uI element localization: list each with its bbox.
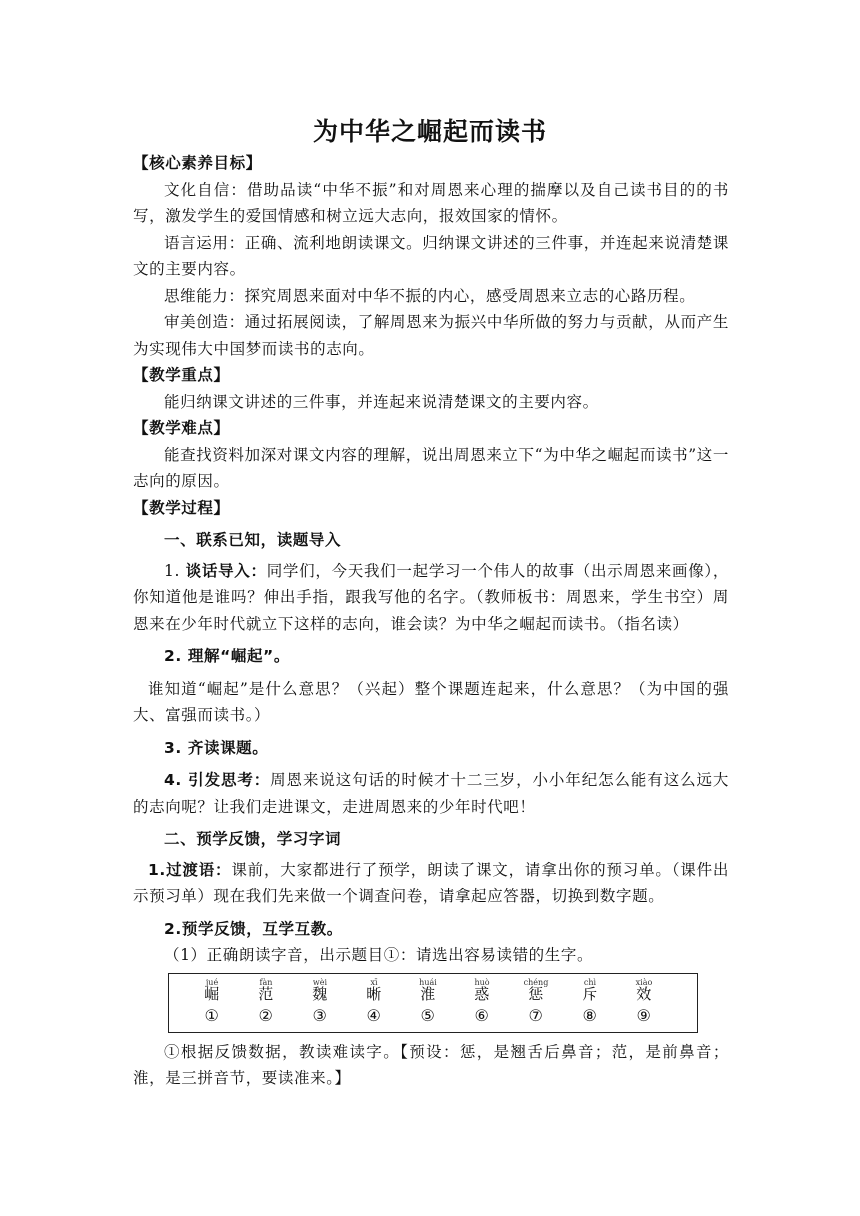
s2-step1-text: 课前，大家都进行了预学，朗读了课文，请拿出你的预习单。（课件出示预习单）现在我们先来做一个调查问卷，请拿起应答器，切换到数字题。 (133, 860, 729, 905)
pinyin-label: xī (370, 977, 378, 987)
document-body (133, 150, 729, 1092)
section1-step2-label: 2. 理解“崛起”。 (164, 647, 290, 665)
goal-thinking: 思维能力：探究周恩来面对中华不振的内心，感受周恩来立志的心路历程。 (164, 286, 696, 305)
step1-text: 同学们，今天我们一起学习一个伟人的故事（出示周恩来画像），你知道他是谁吗？伸出手指，跟我写他的名字。（教师板书：周恩来，学生书空）周恩来在少年时代就立下这样的志向，谁会读？为中华之崛起而读书。（指名读） (133, 561, 729, 633)
option-number: ① (204, 1005, 220, 1025)
section1-step3-label: 3. 齐读课题。 (164, 738, 269, 757)
character: 斥 (582, 984, 598, 1003)
section1-title: 一、联系已知，读题导入 (164, 531, 342, 549)
section1-step1 (133, 558, 729, 638)
character: 淮 (420, 984, 436, 1003)
character: 崛 (204, 984, 220, 1003)
option-number: ② (258, 1005, 274, 1025)
pinyin-label: jué (205, 977, 219, 987)
key-points-text: 能归纳课文讲述的三件事，并连起来说清楚课文的主要内容。 (164, 392, 599, 411)
pinyin-label: chéng (523, 977, 549, 987)
option-number: ⑥ (474, 1005, 490, 1025)
step1-label: 谈话导入： (185, 561, 267, 580)
option-number: ⑨ (636, 1005, 652, 1025)
pinyin-label: xiào (635, 977, 653, 987)
section2-step2-label: 2.预学反馈，互学互教。 (164, 919, 343, 938)
option-number: ⑧ (582, 1005, 598, 1025)
option-number: ⑤ (420, 1005, 436, 1025)
process-heading: 【教学过程】 (133, 498, 230, 517)
pinyin-label: chì (583, 977, 597, 987)
step1-number: 1. (164, 561, 180, 580)
pinyin-label: wèi (312, 977, 328, 987)
document-title: 为中华之崛起而读书 (312, 117, 547, 146)
character: 惩 (528, 984, 544, 1003)
section2-step1 (133, 857, 729, 910)
character: 范 (258, 984, 274, 1003)
pinyin-label: fàn (259, 977, 273, 987)
pinyin-label: huái (419, 977, 437, 987)
option-number: ③ (312, 1005, 328, 1025)
goal-culture: 文化自信：借助品读“中华不振”和对周恩来心理的揣摩以及自己读书目的的书写，激发学生的爱国情感和树立远大志向，报效国家的情怀。 (133, 180, 729, 225)
goal-language: 语言运用：正确、流利地朗读课文。归纳课文讲述的三件事，并连起来说清楚课文的主要内容。 (133, 233, 729, 278)
difficulties-heading: 【教学难点】 (133, 419, 230, 437)
character: 晰 (366, 984, 382, 1003)
character: 惑 (474, 984, 490, 1003)
character: 魏 (312, 984, 328, 1003)
section1-step2-text: 谁知道“崛起”是什么意思？（兴起）整个课题连起来，什么意思？（为中国的强大、富强而读书。） (133, 679, 729, 724)
pinyin-label: huò (474, 977, 490, 987)
goal-aesthetic: 审美创造：通过拓展阅读，了解周恩来为振兴中华所做的努力与贡献，从而产生为实现伟大中国梦而读书的志向。 (133, 313, 729, 358)
section2-title: 二、预学反馈，学习字词 (164, 830, 342, 848)
step4-text: 周恩来说这句话的时候才十二三岁，小小年纪怎么能有这么远大的志向呢？让我们走进课文，走进周恩来的少年时代吧！ (133, 771, 729, 816)
difficulties-text: 能查找资料加深对课文内容的理解，说出周恩来立下“为中华之崛起而读书”这一志向的原因。 (133, 445, 729, 490)
section2-step3-text: （1）正确朗读字音，出示题目①：请选出容易读错的生字。 (164, 946, 594, 964)
s2-step1-label: 1.过渡语： (148, 860, 232, 879)
section1-step4 (133, 767, 729, 820)
pinyin-character-table (168, 973, 698, 1033)
goals-heading: 【核心素养目标】 (133, 154, 262, 172)
key-points-heading: 【教学重点】 (133, 366, 230, 384)
option-number: ⑦ (528, 1005, 544, 1025)
step4-label: 4. 引发思考： (164, 771, 271, 789)
option-number: ④ (366, 1005, 382, 1025)
character: 效 (636, 984, 652, 1003)
section2-step4-text: ①根据反馈数据，教读难读字。【预设：惩，是翘舌后鼻音；范，是前鼻音；淮，是三拼音节，要读准来。】 (133, 1042, 729, 1087)
